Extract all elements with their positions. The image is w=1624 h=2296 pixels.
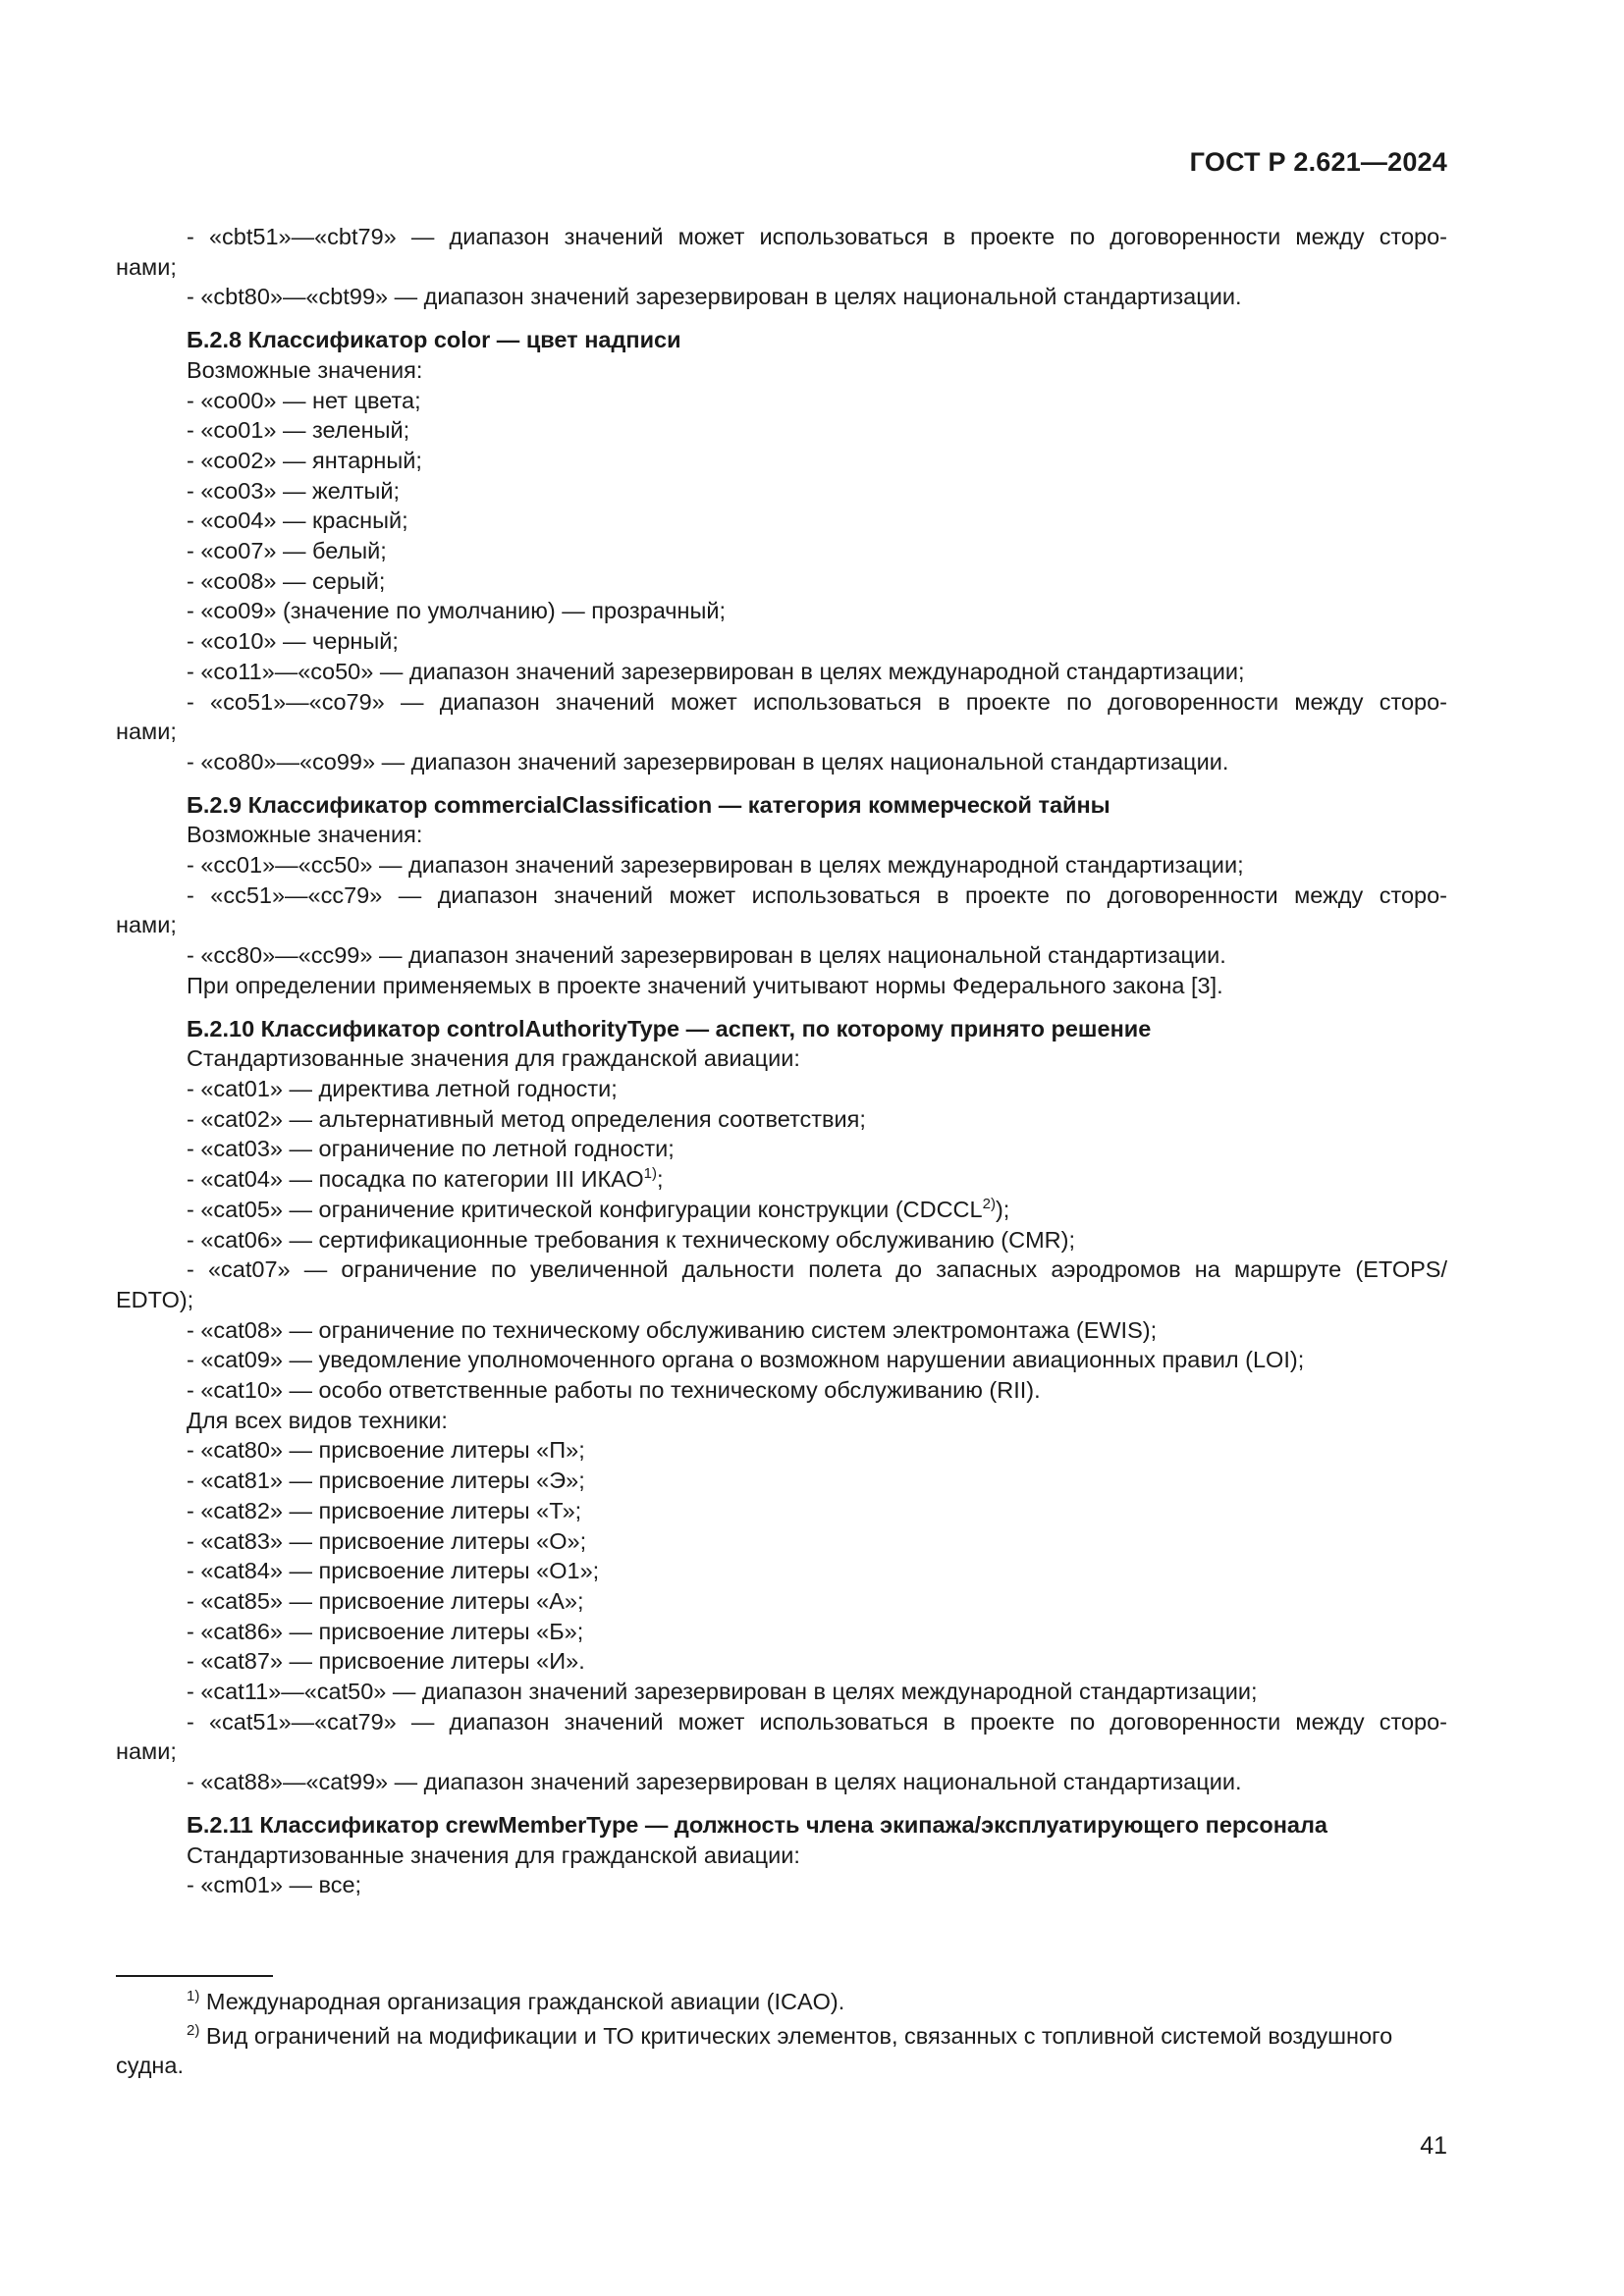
list-item bbox=[116, 566, 1447, 597]
list-item bbox=[116, 386, 1447, 416]
line-text: - «cc80»—«cc99» — диапазон значений зарезервирован в целях национальной стандартизации. bbox=[187, 942, 1226, 969]
line-text: Возможные значения: bbox=[187, 822, 423, 848]
list-item bbox=[116, 1841, 1447, 1871]
list-item bbox=[116, 1345, 1447, 1375]
list-item bbox=[116, 1646, 1447, 1677]
line-text: нами; bbox=[116, 719, 177, 745]
footnote bbox=[116, 2021, 1447, 2081]
list-item bbox=[116, 1767, 1447, 1797]
line-text: нами; bbox=[116, 1738, 177, 1765]
line-text: - «cat83» — присвоение литеры «О»; bbox=[187, 1527, 587, 1554]
list-item bbox=[116, 1435, 1447, 1466]
line-text: - «cat80» — присвоение литеры «П»; bbox=[187, 1437, 585, 1464]
line-text: - «cc01»—«cc50» — диапазон значений зарезервирован в целях международной стандартизации; bbox=[187, 852, 1244, 879]
list-item bbox=[116, 446, 1447, 476]
list-item bbox=[116, 657, 1447, 687]
list-item bbox=[116, 282, 1447, 312]
line-text: - «co80»—«co99» — диапазон значений зарезервирован в целях национальной стандартизации. bbox=[187, 748, 1229, 774]
list-item bbox=[116, 747, 1447, 777]
list-item-continuation bbox=[116, 252, 1447, 283]
line-text: Стандартизованные значения для гражданской авиации: bbox=[187, 1045, 800, 1072]
list-item bbox=[116, 850, 1447, 881]
footnote-ref: 1) bbox=[643, 1165, 657, 1183]
list-item bbox=[116, 940, 1447, 971]
line-text: Б.2.8 Классификатор color — цвет надписи bbox=[187, 327, 681, 353]
line-text: - «cat04» — посадка по категории III ИКАО bbox=[187, 1166, 644, 1193]
section-heading bbox=[116, 1014, 1447, 1044]
footnote bbox=[116, 1987, 1447, 2017]
footnote-text: Вид ограничений на модификации и ТО критических элементов, связанных с топливной системой воздушного судна. bbox=[116, 2022, 1393, 2079]
list-item bbox=[116, 506, 1447, 536]
list-item bbox=[116, 1617, 1447, 1647]
page-number: 41 bbox=[1420, 2132, 1447, 2160]
line-text: - «cbt80»—«cbt99» — диапазон значений зарезервирован в целях национальной стандартизации. bbox=[187, 284, 1242, 310]
list-item bbox=[116, 1164, 1447, 1195]
section-heading bbox=[116, 325, 1447, 355]
list-item bbox=[116, 1586, 1447, 1617]
list-item bbox=[116, 626, 1447, 657]
list-item bbox=[116, 1677, 1447, 1707]
section-heading bbox=[116, 790, 1447, 821]
line-text: - «co02» — янтарный; bbox=[187, 447, 422, 473]
list-item bbox=[116, 971, 1447, 1001]
footnote-divider bbox=[116, 1975, 273, 1977]
line-text: - «cat87» — присвоение литеры «И». bbox=[187, 1648, 585, 1675]
line-text: - «co10» — черный; bbox=[187, 628, 399, 655]
document-body bbox=[116, 222, 1447, 1900]
list-item bbox=[116, 476, 1447, 507]
line-text: Б.2.11 Классификатор crewMemberType — должность члена экипажа/эксплуатирующего персонала bbox=[187, 1811, 1327, 1838]
footnote-mark: 1) bbox=[187, 1988, 200, 2004]
line-text: - «cat07» — ограничение по увеличенной дальности полета до запасных аэродромов на маршруте (ETOPS/ bbox=[187, 1256, 1447, 1283]
line-text: - «co11»—«co50» — диапазон значений зарезервирован в целях международной стандартизации; bbox=[187, 658, 1245, 684]
list-item bbox=[116, 1195, 1447, 1225]
list-item bbox=[116, 1526, 1447, 1557]
list-item bbox=[116, 1255, 1447, 1285]
line-text: - «cat06» — сертификационные требования к техническому обслуживанию (CMR); bbox=[187, 1226, 1075, 1253]
list-item bbox=[116, 1870, 1447, 1900]
line-text-tail: ; bbox=[656, 1166, 664, 1193]
line-text: - «co04» — красный; bbox=[187, 507, 408, 534]
list-item bbox=[116, 820, 1447, 850]
line-text: - «cat84» — присвоение литеры «О1»; bbox=[187, 1558, 600, 1584]
list-item bbox=[116, 415, 1447, 446]
line-text-tail: ); bbox=[995, 1196, 1010, 1222]
footnote-mark: 2) bbox=[187, 2021, 200, 2039]
list-item bbox=[116, 1074, 1447, 1104]
footnote-text: Международная организация гражданской авиации (ICAO). bbox=[199, 1989, 845, 2014]
list-item bbox=[116, 222, 1447, 252]
line-text: - «cat11»—«cat50» — диапазон значений зарезервирован в целях международной стандартизации; bbox=[187, 1679, 1258, 1705]
list-item-continuation bbox=[116, 1736, 1447, 1767]
line-text: - «cat01» — директива летной годности; bbox=[187, 1075, 618, 1101]
list-item bbox=[116, 1556, 1447, 1586]
list-item bbox=[116, 1315, 1447, 1346]
line-text: - «co51»—«co79» — диапазон значений может использоваться в проекте по договоренности между сторо- bbox=[187, 688, 1447, 715]
line-text: - «cc51»—«cc79» — диапазон значений может использоваться в проекте по договоренности между сторо- bbox=[187, 881, 1447, 908]
footnote-ref: 2) bbox=[982, 1195, 996, 1212]
section-heading bbox=[116, 1810, 1447, 1841]
line-text: - «co00» — нет цвета; bbox=[187, 387, 421, 413]
line-text: - «cat02» — альтернативный метод определения соответствия; bbox=[187, 1105, 866, 1132]
list-item-continuation bbox=[116, 910, 1447, 940]
list-item bbox=[116, 1375, 1447, 1406]
line-text: - «cat81» — присвоение литеры «Э»; bbox=[187, 1468, 585, 1494]
list-item bbox=[116, 596, 1447, 626]
line-text: - «cat10» — особо ответственные работы по техническому обслуживанию (RII). bbox=[187, 1377, 1041, 1404]
line-text: - «cat51»—«cat79» — диапазон значений может использоваться в проекте по договоренности между сторо- bbox=[187, 1708, 1447, 1735]
list-item bbox=[116, 536, 1447, 566]
document-header: ГОСТ Р 2.621—2024 bbox=[1189, 147, 1447, 177]
line-text: - «co08» — серый; bbox=[187, 567, 386, 594]
list-item bbox=[116, 1225, 1447, 1255]
line-text: - «co03» — желтый; bbox=[187, 477, 401, 504]
list-item bbox=[116, 1707, 1447, 1737]
line-text: - «cat88»—«cat99» — диапазон значений зарезервирован в целях национальной стандартизации. bbox=[187, 1769, 1242, 1795]
list-item bbox=[116, 687, 1447, 718]
line-text: EDTO); bbox=[116, 1286, 194, 1312]
line-text: - «cat09» — уведомление уполномоченного органа о возможном нарушении авиационных правил (LOI); bbox=[187, 1347, 1305, 1373]
line-text: - «cbt51»—«cbt79» — диапазон значений может использоваться в проекте по договоренности между сторо- bbox=[187, 224, 1447, 249]
line-text: - «cat03» — ограничение по летной годности; bbox=[187, 1136, 675, 1162]
line-text: Стандартизованные значения для гражданской авиации: bbox=[187, 1842, 800, 1868]
line-text: Б.2.10 Классификатор controlAuthorityType — аспект, по которому принято решение bbox=[187, 1015, 1152, 1041]
list-item-continuation bbox=[116, 717, 1447, 747]
list-item bbox=[116, 881, 1447, 911]
list-item bbox=[116, 1466, 1447, 1496]
line-text: - «cat86» — присвоение литеры «Б»; bbox=[187, 1618, 584, 1644]
line-text: нами; bbox=[116, 253, 177, 280]
line-text: - «co01» — зеленый; bbox=[187, 417, 410, 444]
list-item bbox=[116, 1406, 1447, 1436]
list-item bbox=[116, 1104, 1447, 1135]
line-text: - «cat08» — ограничение по техническому обслуживанию систем электромонтажа (EWIS); bbox=[187, 1316, 1158, 1343]
line-text: нами; bbox=[116, 912, 177, 938]
line-text: Возможные значения: bbox=[187, 356, 423, 383]
line-text: - «cat05» — ограничение критической конфигурации конструкции (CDCCL bbox=[187, 1196, 983, 1222]
line-text: - «cm01» — все; bbox=[187, 1872, 362, 1898]
line-text: - «co09» (значение по умолчанию) — прозрачный; bbox=[187, 598, 727, 624]
line-text: - «cat85» — присвоение литеры «А»; bbox=[187, 1587, 584, 1614]
list-item bbox=[116, 1496, 1447, 1526]
list-item-continuation bbox=[116, 1285, 1447, 1315]
line-text: При определении применяемых в проекте значений учитывают нормы Федерального закона [3]. bbox=[187, 972, 1223, 998]
line-text: Для всех видов техники: bbox=[187, 1407, 448, 1433]
list-item bbox=[116, 1134, 1447, 1164]
list-item bbox=[116, 1043, 1447, 1074]
line-text: - «co07» — белый; bbox=[187, 538, 387, 564]
list-item bbox=[116, 355, 1447, 386]
line-text: - «cat82» — присвоение литеры «Т»; bbox=[187, 1497, 582, 1523]
line-text: Б.2.9 Классификатор commercialClassification — категория коммерческой тайны bbox=[187, 791, 1110, 818]
footnotes bbox=[116, 1987, 1447, 2085]
